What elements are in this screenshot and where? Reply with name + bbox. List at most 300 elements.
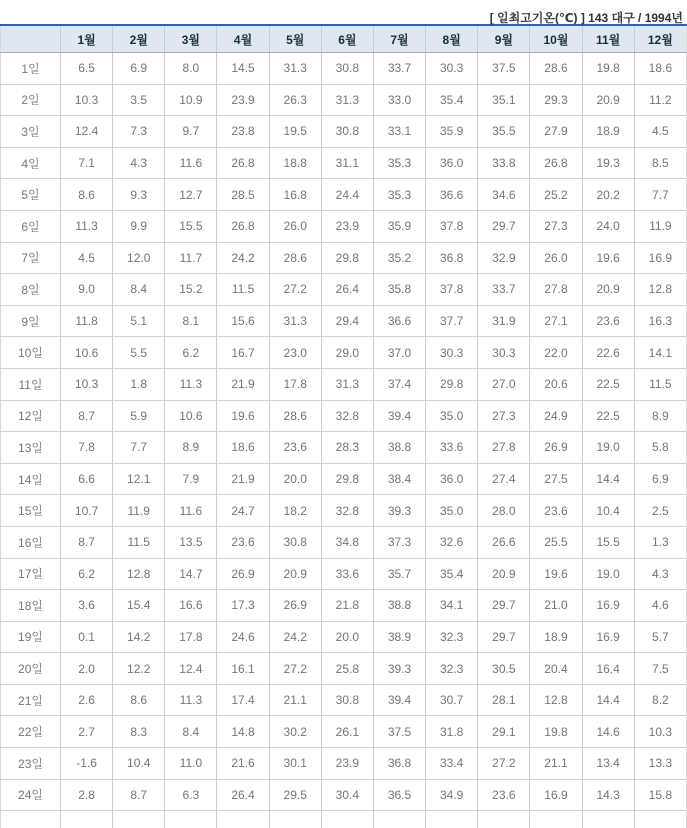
temperature-cell: 25.8 [321,653,373,685]
day-cell: 7일 [1,242,61,274]
temperature-cell: 21.9 [217,463,269,495]
temperature-cell: 33.4 [426,748,478,780]
temperature-cell: 8.7 [61,526,113,558]
temperature-cell: 13.3 [634,748,686,780]
temperature-cell: 23.6 [217,526,269,558]
temperature-cell: 31.8 [426,716,478,748]
temperature-cell: 1.3 [634,526,686,558]
month-header: 11월 [582,25,634,53]
temperature-cell: 20.9 [478,558,530,590]
temperature-cell: 22.6 [582,337,634,369]
temperature-cell [530,811,582,828]
table-row-partial [1,811,687,828]
temperature-cell: 2.5 [634,495,686,527]
table-row [1,147,687,179]
temperature-cell: 30.4 [321,779,373,811]
table-row [1,368,687,400]
day-cell: 1일 [1,53,61,85]
temperature-cell: 20.6 [530,368,582,400]
month-header: 1월 [61,25,113,53]
temperature-cell: 30.3 [426,53,478,85]
temperature-cell: 15.2 [165,274,217,306]
temperature-cell: 8.9 [165,432,217,464]
day-cell: 11일 [1,368,61,400]
temperature-cell: 24.9 [530,400,582,432]
temperature-cell: 23.9 [321,748,373,780]
temperature-cell: 29.8 [321,242,373,274]
table-row [1,653,687,685]
temperature-cell: 10.3 [61,84,113,116]
day-cell: 23일 [1,748,61,780]
temperature-cell: 16.9 [634,242,686,274]
temperature-cell: 29.7 [478,590,530,622]
month-header: 4월 [217,25,269,53]
table-row [1,179,687,211]
temperature-cell: 6.3 [165,779,217,811]
month-header: 7월 [373,25,425,53]
temperature-cell: 23.0 [269,337,321,369]
temperature-cell: 36.0 [426,147,478,179]
temperature-cell: 20.0 [321,621,373,653]
month-header: 8월 [426,25,478,53]
temperature-cell: 22.0 [530,337,582,369]
temperature-cell: 27.3 [530,210,582,242]
temperature-cell: 29.1 [478,716,530,748]
temperature-cell: 10.7 [61,495,113,527]
temperature-cell: 18.8 [269,147,321,179]
temperature-cell: 24.4 [321,179,373,211]
temperature-cell: 16.7 [217,337,269,369]
temperature-cell: 16.3 [634,305,686,337]
temperature-cell: 6.9 [113,53,165,85]
day-cell [1,811,61,828]
temperature-cell: 10.9 [165,84,217,116]
temperature-cell: 8.6 [113,684,165,716]
temperature-cell: 25.5 [530,526,582,558]
temperature-cell: 6.6 [61,463,113,495]
temperature-cell: 27.2 [269,653,321,685]
temperature-cell: 36.8 [373,748,425,780]
temperature-cell: 34.9 [426,779,478,811]
temperature-cell: 28.5 [217,179,269,211]
temperature-cell: 27.2 [269,274,321,306]
temperature-cell: 24.2 [269,621,321,653]
temperature-cell: 26.8 [530,147,582,179]
temperature-cell: 13.4 [582,748,634,780]
temperature-cell: 14.4 [582,684,634,716]
temperature-cell: 21.6 [217,748,269,780]
table-row [1,337,687,369]
day-cell: 9일 [1,305,61,337]
day-cell: 21일 [1,684,61,716]
table-row [1,116,687,148]
temperature-cell: 29.4 [321,305,373,337]
temperature-cell: 15.6 [217,305,269,337]
day-cell: 24일 [1,779,61,811]
temperature-cell: 37.0 [373,337,425,369]
day-cell: 12일 [1,400,61,432]
temperature-cell: 29.0 [321,337,373,369]
temperature-cell: 7.8 [61,432,113,464]
temperature-cell: 11.9 [634,210,686,242]
temperature-cell: 35.5 [478,116,530,148]
temperature-cell: 30.8 [321,53,373,85]
temperature-cell: 26.8 [217,210,269,242]
temperature-cell: 10.6 [61,337,113,369]
temperature-cell: 11.6 [165,147,217,179]
temperature-cell: 28.6 [269,242,321,274]
temperature-cell: 27.8 [478,432,530,464]
temperature-cell: 30.8 [321,684,373,716]
temperature-cell: 15.5 [165,210,217,242]
temperature-cell: 27.4 [478,463,530,495]
temperature-cell: 26.4 [321,274,373,306]
temperature-cell: 11.7 [165,242,217,274]
temperature-cell: 33.6 [321,558,373,590]
temperature-cell: 8.7 [113,779,165,811]
temperature-cell: 16.4 [582,653,634,685]
temperature-cell: 12.1 [113,463,165,495]
temperature-cell: 12.4 [61,116,113,148]
month-header: 2월 [113,25,165,53]
temperature-cell: 18.9 [530,621,582,653]
temperature-cell: 19.5 [269,116,321,148]
temperature-cell: 19.6 [582,242,634,274]
temperature-cell [478,811,530,828]
temperature-cell: 17.8 [269,368,321,400]
temperature-cell: 31.1 [321,147,373,179]
temperature-cell: 36.6 [373,305,425,337]
day-cell: 15일 [1,495,61,527]
temperature-cell: 16.8 [269,179,321,211]
temperature-cell: 8.4 [165,716,217,748]
temperature-cell: 26.6 [478,526,530,558]
temperature-cell: 32.8 [321,400,373,432]
temperature-cell: 23.6 [530,495,582,527]
temperature-cell: 35.3 [373,179,425,211]
month-header: 5월 [269,25,321,53]
temperature-cell [217,811,269,828]
temperature-cell: 7.9 [165,463,217,495]
temperature-cell: 6.5 [61,53,113,85]
temperature-cell: 33.1 [373,116,425,148]
temperature-cell: 8.2 [634,684,686,716]
temperature-cell: 13.5 [165,526,217,558]
table-row [1,716,687,748]
temperature-cell: 20.9 [269,558,321,590]
table-row [1,558,687,590]
temperature-cell: 16.1 [217,653,269,685]
corner-cell [1,25,61,53]
temperature-cell: 10.3 [61,368,113,400]
temperature-cell: 5.9 [113,400,165,432]
month-header: 12월 [634,25,686,53]
temperature-cell: 18.6 [217,432,269,464]
table-row [1,779,687,811]
temperature-cell: 10.4 [582,495,634,527]
temperature-cell: 28.6 [269,400,321,432]
temperature-cell: 19.8 [530,716,582,748]
temperature-cell: 12.8 [530,684,582,716]
temperature-cell: 23.9 [321,210,373,242]
temperature-cell: 35.1 [478,84,530,116]
temperature-cell: 28.3 [321,432,373,464]
temperature-cell: 36.0 [426,463,478,495]
temperature-cell: 12.8 [113,558,165,590]
temperature-cell: 28.0 [478,495,530,527]
temperature-cell: 4.5 [634,116,686,148]
temperature-cell: 2.6 [61,684,113,716]
temperature-cell: 24.7 [217,495,269,527]
temperature-cell: 10.6 [165,400,217,432]
temperature-cell: 26.1 [321,716,373,748]
temperature-cell: 30.7 [426,684,478,716]
day-cell: 3일 [1,116,61,148]
temperature-cell: 28.6 [530,53,582,85]
temperature-cell: 27.9 [530,116,582,148]
temperature-cell: 31.3 [269,305,321,337]
temperature-cell: 38.8 [373,590,425,622]
header-row [1,25,687,53]
temperature-cell: 2.8 [61,779,113,811]
temperature-cell: 28.1 [478,684,530,716]
temperature-cell: 32.6 [426,526,478,558]
temperature-cell: 30.3 [426,337,478,369]
day-cell: 20일 [1,653,61,685]
temperature-cell: 38.8 [373,432,425,464]
temperature-cell: 37.7 [426,305,478,337]
temperature-cell: 12.7 [165,179,217,211]
temperature-cell: 4.3 [634,558,686,590]
temperature-cell: 19.8 [582,53,634,85]
temperature-cell: 11.8 [61,305,113,337]
temperature-cell: 8.0 [165,53,217,85]
temperature-cell: 6.2 [165,337,217,369]
temperature-cell: 33.7 [478,274,530,306]
temperature-cell: 8.7 [61,400,113,432]
temperature-cell: 19.6 [530,558,582,590]
temperature-cell: 21.1 [530,748,582,780]
table-row [1,305,687,337]
temperature-cell: 1.8 [113,368,165,400]
temperature-cell: 12.4 [165,653,217,685]
temperature-cell: 22.5 [582,400,634,432]
temperature-cell: 9.3 [113,179,165,211]
temperature-cell: 37.3 [373,526,425,558]
table-row [1,242,687,274]
temperature-cell: 18.9 [582,116,634,148]
temperature-cell [165,811,217,828]
temperature-cell: 30.3 [478,337,530,369]
temperature-cell: 8.5 [634,147,686,179]
temperature-cell [321,811,373,828]
temperature-cell: 9.9 [113,210,165,242]
temperature-cell: 32.9 [478,242,530,274]
temperature-cell: 6.2 [61,558,113,590]
temperature-cell: 5.1 [113,305,165,337]
temperature-cell: 21.0 [530,590,582,622]
temperature-cell: 26.0 [269,210,321,242]
table-row [1,432,687,464]
temperature-cell: 14.8 [217,716,269,748]
temperature-cell: 14.5 [217,53,269,85]
temperature-cell [634,811,686,828]
table-row [1,590,687,622]
temperature-cell: 27.8 [530,274,582,306]
temperature-cell: 30.1 [269,748,321,780]
temperature-cell: 31.9 [478,305,530,337]
day-cell: 4일 [1,147,61,179]
temperature-cell: 11.2 [634,84,686,116]
temperature-cell: 36.8 [426,242,478,274]
day-cell: 19일 [1,621,61,653]
temperature-cell: 29.7 [478,621,530,653]
temperature-cell: 23.8 [217,116,269,148]
temperature-cell: 34.1 [426,590,478,622]
temperature-cell: 23.6 [582,305,634,337]
table-row [1,463,687,495]
temperature-cell: 7.7 [634,179,686,211]
temperature-cell: 35.0 [426,400,478,432]
temperature-cell: 11.3 [61,210,113,242]
temperature-cell: 21.1 [269,684,321,716]
temperature-cell: 11.3 [165,368,217,400]
temperature-cell: 2.0 [61,653,113,685]
temperature-cell: 24.6 [217,621,269,653]
temperature-cell: 37.8 [426,274,478,306]
temperature-cell: 4.6 [634,590,686,622]
temperature-cell [113,811,165,828]
day-cell: 17일 [1,558,61,590]
temperature-cell: 33.8 [478,147,530,179]
temperature-cell: 23.6 [269,432,321,464]
table-row [1,210,687,242]
day-cell: 18일 [1,590,61,622]
temperature-cell: 20.9 [582,274,634,306]
day-cell: 13일 [1,432,61,464]
report-title: [ 일최고기온(℃) ] 143 대구 / 1994년 [489,11,683,25]
temperature-cell: 20.9 [582,84,634,116]
temperature-cell: 9.0 [61,274,113,306]
temperature-cell: 26.9 [530,432,582,464]
day-cell: 8일 [1,274,61,306]
temperature-cell: 5.5 [113,337,165,369]
temperature-cell: 35.4 [426,558,478,590]
month-header: 6월 [321,25,373,53]
temperature-cell: 14.1 [634,337,686,369]
temperature-cell: 26.4 [217,779,269,811]
table-row [1,400,687,432]
day-cell: 10일 [1,337,61,369]
temperature-cell: 2.7 [61,716,113,748]
table-row [1,748,687,780]
table-row [1,526,687,558]
temperature-cell: 10.4 [113,748,165,780]
month-header: 10월 [530,25,582,53]
temperature-cell: 7.7 [113,432,165,464]
day-cell: 16일 [1,526,61,558]
temperature-cell: 35.4 [426,84,478,116]
temperature-cell: 30.8 [321,116,373,148]
temperature-cell: 32.8 [321,495,373,527]
table-row [1,495,687,527]
temperature-cell: 11.0 [165,748,217,780]
temperature-cell: 19.6 [217,400,269,432]
temperature-cell: 19.0 [582,558,634,590]
temperature-cell: 24.2 [217,242,269,274]
temperature-cell: 14.6 [582,716,634,748]
temperature-cell: 21.8 [321,590,373,622]
temperature-cell [373,811,425,828]
temperature-cell: 16.6 [165,590,217,622]
day-cell: 2일 [1,84,61,116]
temperature-cell [582,811,634,828]
temperature-cell [269,811,321,828]
temperature-cell: 22.5 [582,368,634,400]
temperature-cell: 21.9 [217,368,269,400]
temperature-cell: 35.0 [426,495,478,527]
temperature-cell: 34.6 [478,179,530,211]
month-header: 9월 [478,25,530,53]
temperature-cell: 31.3 [269,53,321,85]
temperature-cell: 27.0 [478,368,530,400]
temperature-cell [61,811,113,828]
temperature-cell: 35.2 [373,242,425,274]
temperature-cell: 3.6 [61,590,113,622]
temperature-cell: 38.4 [373,463,425,495]
temperature-cell: 35.7 [373,558,425,590]
temperature-cell: 7.3 [113,116,165,148]
temperature-cell: 23.9 [217,84,269,116]
temperature-cell: 26.0 [530,242,582,274]
temperature-cell: 24.0 [582,210,634,242]
temperature-cell: 8.3 [113,716,165,748]
temperature-cell: 39.4 [373,684,425,716]
temperature-cell: 39.3 [373,653,425,685]
temperature-cell: 8.4 [113,274,165,306]
temperature-cell: 11.9 [113,495,165,527]
temperature-cell: 32.3 [426,621,478,653]
temperature-cell: 35.9 [426,116,478,148]
temperature-cell: 12.2 [113,653,165,685]
temperature-cell: 29.7 [478,210,530,242]
day-cell: 5일 [1,179,61,211]
table-row [1,621,687,653]
temperature-cell: 11.5 [113,526,165,558]
temperature-cell: 3.5 [113,84,165,116]
temperature-cell: 27.3 [478,400,530,432]
temperature-cell: 27.5 [530,463,582,495]
temperature-cell: 7.1 [61,147,113,179]
temperature-cell: 35.8 [373,274,425,306]
temperature-cell: 14.2 [113,621,165,653]
temperature-cell: 30.5 [478,653,530,685]
temperature-cell: 11.6 [165,495,217,527]
temperature-cell: 12.8 [634,274,686,306]
temperature-cell: 6.9 [634,463,686,495]
temperature-cell: 4.5 [61,242,113,274]
temperature-cell: 14.4 [582,463,634,495]
temperature-cell: 29.3 [530,84,582,116]
temperature-cell: 39.3 [373,495,425,527]
temperature-cell: -1.6 [61,748,113,780]
table-body [1,53,687,828]
month-header: 3월 [165,25,217,53]
temperature-cell: 5.7 [634,621,686,653]
temperature-cell: 29.8 [321,463,373,495]
temperature-cell: 30.8 [269,526,321,558]
temperature-cell: 12.0 [113,242,165,274]
